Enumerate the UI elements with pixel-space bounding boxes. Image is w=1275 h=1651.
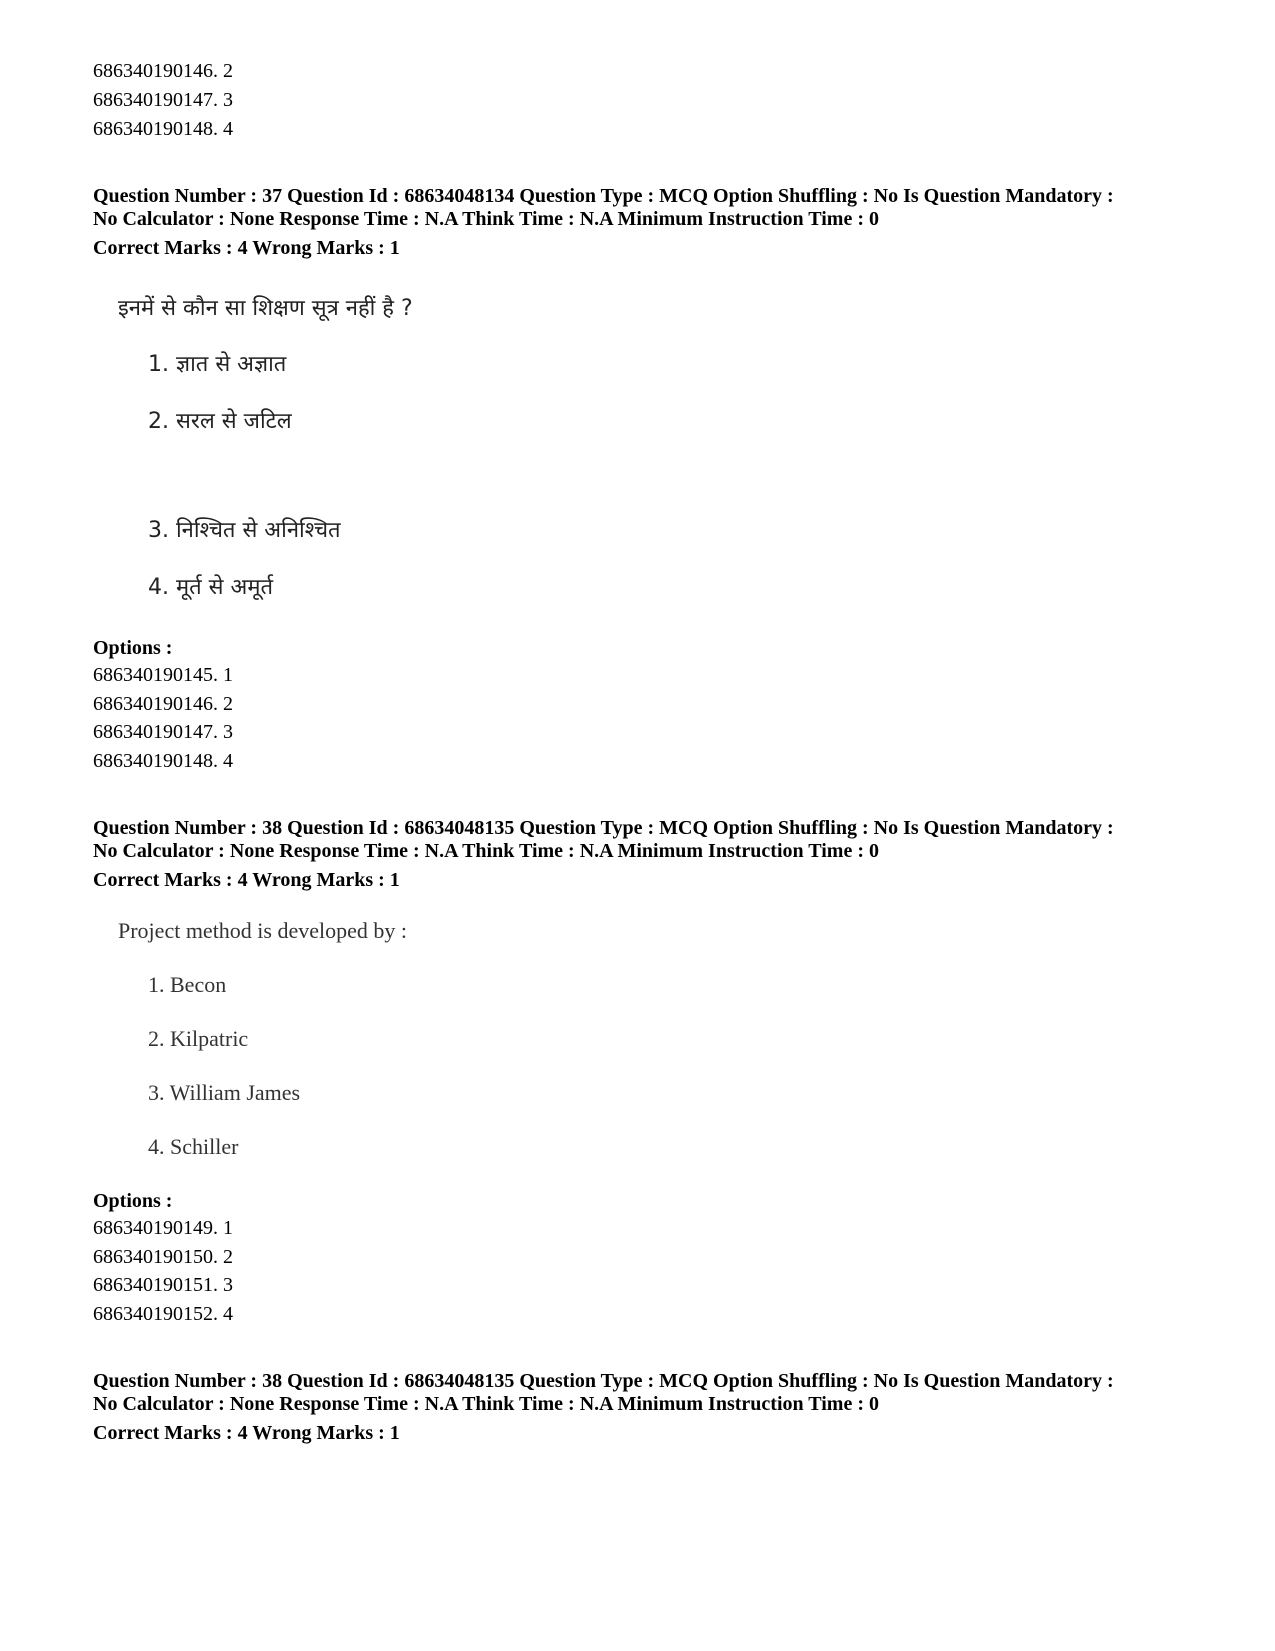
question-header-cont: No Calculator : None Response Time : N.A Think Time : N.A Minimum Instruction Time : 0: [93, 1393, 879, 1415]
option-item: 686340190146. 2: [93, 60, 233, 82]
option-item: 686340190152. 4: [93, 1303, 233, 1325]
option-item: 686340190147. 3: [93, 721, 233, 743]
question-header: Question Number : 38 Question Id : 68634048135 Question Type : MCQ Option Shuffling : No Is Question Mandatory :: [93, 817, 1114, 839]
option-item: 686340190145. 1: [93, 664, 233, 686]
question-header: Question Number : 38 Question Id : 68634048135 Question Type : MCQ Option Shuffling : No Is Question Mandatory :: [93, 1370, 1114, 1392]
question-text: इनमें से कौन सा शिक्षण सूत्र नहीं है ?: [118, 296, 413, 321]
options-label: Options :: [93, 637, 173, 659]
option-item: 686340190150. 2: [93, 1246, 233, 1268]
question-choice: 1. ज्ञात से अज्ञात: [148, 352, 287, 377]
question-choice: 4. मूर्त से अमूर्त: [148, 575, 274, 600]
question-choice: 2. सरल से जटिल: [148, 409, 292, 434]
question-header-cont: No Calculator : None Response Time : N.A Think Time : N.A Minimum Instruction Time : 0: [93, 840, 879, 862]
question-marks: Correct Marks : 4 Wrong Marks : 1: [93, 237, 400, 259]
option-item: 686340190149. 1: [93, 1217, 233, 1239]
question-header-cont: No Calculator : None Response Time : N.A Think Time : N.A Minimum Instruction Time : 0: [93, 208, 879, 230]
question-marks: Correct Marks : 4 Wrong Marks : 1: [93, 1422, 400, 1444]
question-text: Project method is developed by :: [118, 918, 407, 943]
question-choice: 4. Schiller: [148, 1134, 239, 1159]
option-item: 686340190146. 2: [93, 693, 233, 715]
question-choice: 2. Kilpatric: [148, 1026, 249, 1051]
question-choice: 1. Becon: [148, 972, 227, 997]
option-item: 686340190148. 4: [93, 118, 233, 140]
option-item: 686340190148. 4: [93, 750, 233, 772]
question-choice: 3. William James: [148, 1080, 301, 1105]
question-choice: 3. निश्चित से अनिश्चित: [148, 518, 341, 543]
question-header: Question Number : 37 Question Id : 68634048134 Question Type : MCQ Option Shuffling : No Is Question Mandatory :: [93, 185, 1114, 207]
option-item: 686340190151. 3: [93, 1274, 233, 1296]
option-item: 686340190147. 3: [93, 89, 233, 111]
question-marks: Correct Marks : 4 Wrong Marks : 1: [93, 869, 400, 891]
options-label: Options :: [93, 1190, 173, 1212]
